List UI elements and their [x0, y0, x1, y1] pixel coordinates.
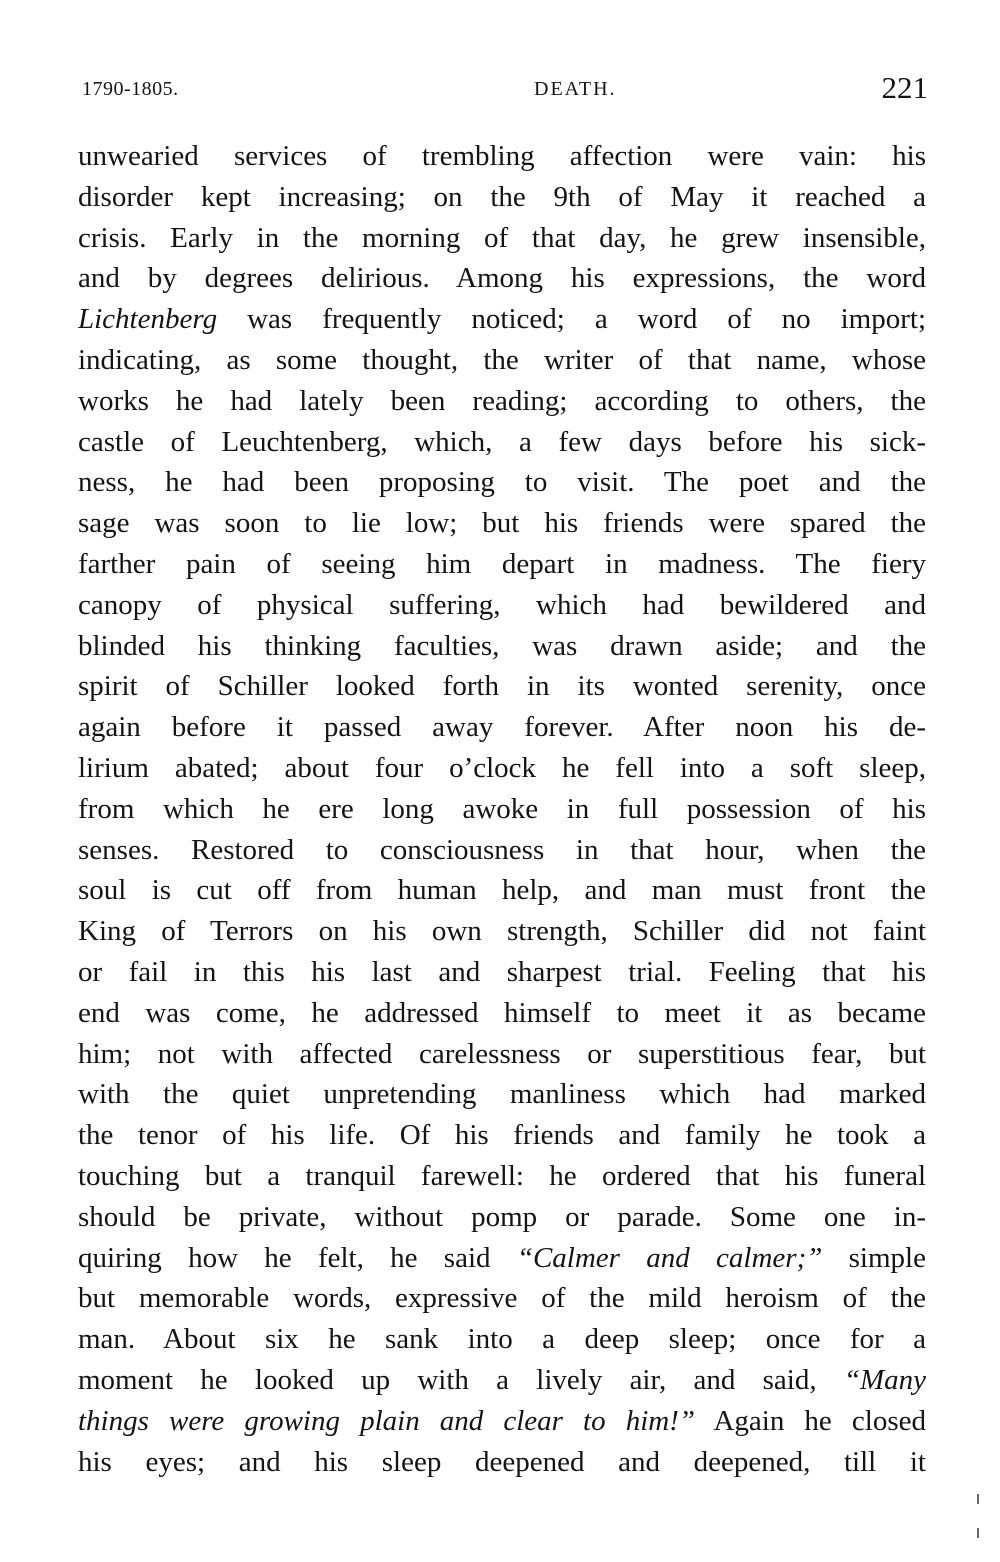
- text-line: [78, 1278, 926, 1319]
- text-run: farther pain of seeing him depart in madness. The fiery: [78, 547, 926, 580]
- text-line: [78, 544, 926, 585]
- text-run: blinded his thinking faculties, was drawn aside; and the: [78, 629, 926, 662]
- text-run: the tenor of his life. Of his friends and family he took a: [78, 1119, 926, 1152]
- text-line: [78, 1442, 926, 1483]
- italic-run: Lichtenberg: [78, 303, 218, 336]
- margin-mark: [977, 1528, 979, 1538]
- text-line: [78, 748, 926, 789]
- text-run: and by degrees delirious. Among his expressions, the word: [78, 262, 926, 295]
- text-run: spirit of Schiller looked forth in its wonted serenity, once: [78, 670, 926, 703]
- text-run: him; not with affected carelessness or superstitious fear, but: [78, 1037, 926, 1070]
- text-line: [78, 299, 926, 340]
- text-run: end was come, he addressed himself to meet it as became: [78, 996, 926, 1029]
- text-line: [78, 503, 926, 544]
- text-line: [78, 1156, 926, 1197]
- text-line: [78, 1074, 926, 1115]
- text-run: unwearied services of trembling affection were vain: his: [78, 140, 926, 172]
- text-run: disorder kept increasing; on the 9th of May it reached a: [78, 180, 926, 213]
- italic-run: “Many: [843, 1363, 926, 1396]
- text-line: [78, 870, 926, 911]
- text-run: should be private, without pomp or parade. Some one in-: [78, 1200, 926, 1233]
- text-line: [78, 177, 926, 218]
- text-run: his eyes; and his sleep deepened and deepened, till it: [78, 1445, 926, 1478]
- text-line: [78, 340, 926, 381]
- text-run: with the quiet unpretending manliness which had marked: [78, 1078, 926, 1111]
- text-line: [78, 585, 926, 626]
- text-run: senses. Restored to consciousness in that hour, when the: [78, 833, 926, 866]
- text-line: [78, 258, 926, 299]
- text-line: [78, 462, 926, 503]
- text-run: canopy of physical suffering, which had bewildered and: [78, 588, 926, 621]
- text-line: [78, 1115, 926, 1156]
- text-run: man. About six he sank into a deep sleep; once for a: [78, 1323, 926, 1356]
- text-run: castle of Leuchtenberg, which, a few days before his sick-: [78, 425, 926, 458]
- text-run: indicating, as some thought, the writer of that name, whose: [78, 343, 926, 376]
- text-line: [78, 830, 926, 871]
- text-line: [78, 789, 926, 830]
- text-line: [78, 911, 926, 952]
- italic-run: “Calmer and calmer;”: [516, 1241, 823, 1274]
- page-number: 221: [881, 70, 928, 105]
- text-line: [78, 1197, 926, 1238]
- italic-run: things were growing plain and clear to him!”: [78, 1404, 695, 1437]
- text-line: [78, 381, 926, 422]
- text-line: [78, 1238, 926, 1279]
- text-run: moment he looked up with a lively air, and said,: [78, 1363, 844, 1396]
- text-line: [78, 952, 926, 993]
- text-run: lirium abated; about four o’clock he fell into a soft sleep,: [78, 751, 926, 784]
- text-line: [78, 993, 926, 1034]
- text-run: but memorable words, expressive of the mild heroism of the: [78, 1282, 926, 1315]
- text-run: simple: [822, 1241, 926, 1274]
- running-head: [78, 70, 928, 106]
- text-line: [78, 626, 926, 667]
- text-line: [78, 422, 926, 463]
- text-run: sage was soon to lie low; but his friends were spared the: [78, 507, 926, 540]
- text-line: [78, 1034, 926, 1075]
- text-line: [78, 136, 926, 177]
- text-line: [78, 1360, 926, 1401]
- text-line: [78, 666, 926, 707]
- header-years: 1790-1805.: [82, 78, 179, 100]
- text-line: [78, 1401, 926, 1442]
- text-line: [78, 707, 926, 748]
- body-text: [78, 136, 926, 1482]
- text-run: works he had lately been reading; according to others, the: [78, 384, 926, 417]
- text-line: [78, 218, 926, 259]
- text-line: [78, 1319, 926, 1360]
- text-run: touching but a tranquil farewell: he ordered that his funeral: [78, 1159, 926, 1192]
- text-run: King of Terrors on his own strength, Schiller did not faint: [78, 915, 926, 948]
- text-run: crisis. Early in the morning of that day, he grew insensible,: [78, 221, 926, 254]
- text-run: quiring how he felt, he said: [78, 1241, 517, 1274]
- text-run: was frequently noticed; a word of no import;: [217, 303, 926, 336]
- text-run: ness, he had been proposing to visit. The poet and the: [78, 466, 926, 499]
- text-run: soul is cut off from human help, and man must front the: [78, 874, 926, 907]
- text-run: or fail in this his last and sharpest trial. Feeling that his: [78, 955, 926, 988]
- margin-mark: [977, 1494, 979, 1504]
- text-run: Again he closed: [694, 1404, 926, 1437]
- text-run: again before it passed away forever. After noon his de-: [78, 711, 926, 744]
- header-section-title: DEATH.: [534, 78, 617, 100]
- text-run: from which he ere long awoke in full possession of his: [78, 792, 926, 825]
